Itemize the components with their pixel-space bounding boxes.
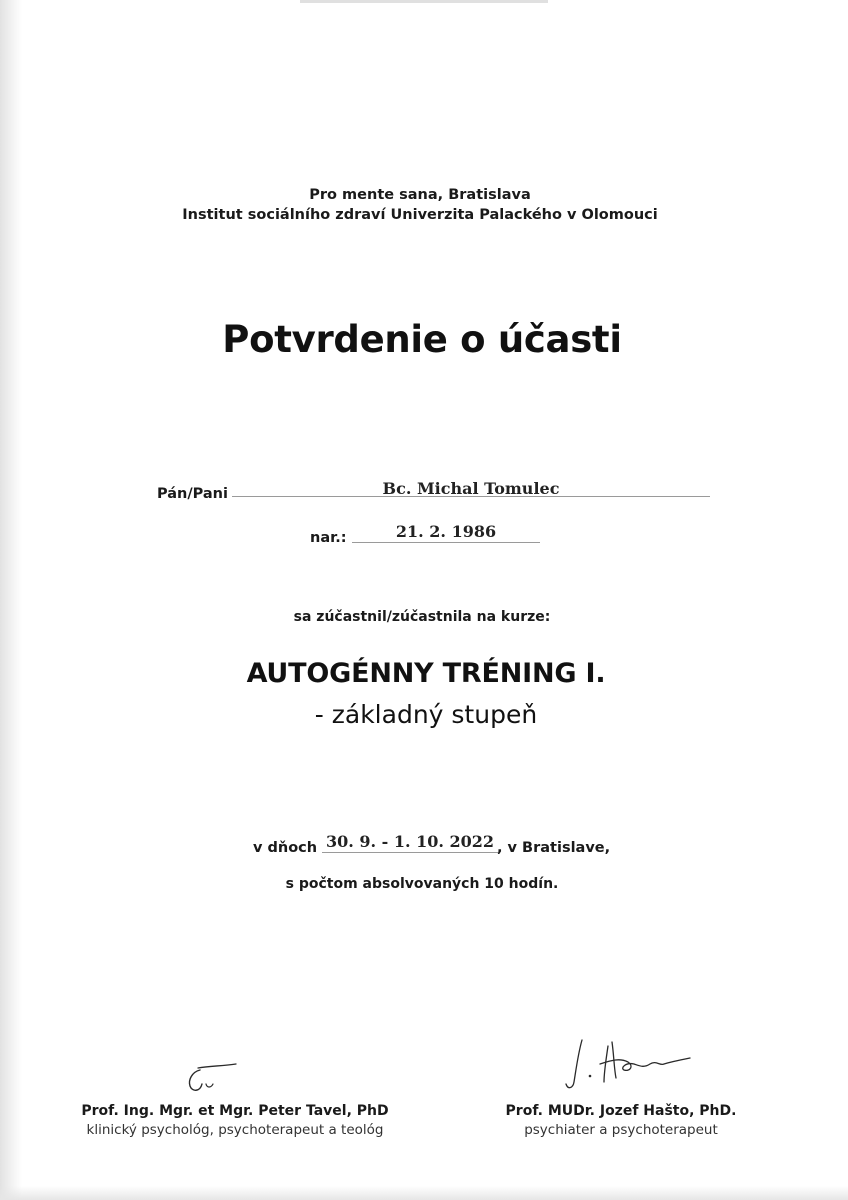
institution-line-1: Pro mente sana, Bratislava xyxy=(309,187,531,203)
signature-hasto xyxy=(560,1036,720,1096)
birth-date: 21. 2. 1986 xyxy=(395,522,497,541)
hours-text: s počtom absolvovaných 10 hodín. xyxy=(285,876,559,892)
signature-tavel xyxy=(182,1062,242,1096)
scan-shadow-bottom xyxy=(0,1186,848,1200)
signatory-name: Prof. Ing. Mgr. et Mgr. Peter Tavel, PhD xyxy=(81,1103,389,1119)
scan-shadow-left xyxy=(0,0,22,1200)
document-title: Potvrdenie o účasti xyxy=(222,318,622,361)
course-title: AUTOGÉNNY TRÉNING I. xyxy=(246,658,606,689)
scan-mark-top xyxy=(300,0,548,3)
participated-text: sa zúčastnil/zúčastnila na kurze: xyxy=(293,609,551,625)
name-label: Pán/Pani xyxy=(157,486,228,502)
signatory-hasto xyxy=(490,1103,752,1138)
signatory-tavel xyxy=(70,1103,400,1138)
birth-underline xyxy=(352,542,540,543)
dates-suffix: , v Bratislave, xyxy=(497,840,611,856)
signatory-role: klinický psychológ, psychoterapeut a teológ xyxy=(86,1122,384,1138)
dates-prefix: v dňoch xyxy=(253,840,318,856)
dates-underline xyxy=(322,852,498,853)
signatory-role: psychiater a psychoterapeut xyxy=(524,1122,718,1138)
institution-line-2: Institut sociálního zdraví Univerzita Palackého v Olomouci xyxy=(182,207,658,223)
course-subtitle: - základný stupeň xyxy=(314,700,538,729)
course-dates: 30. 9. - 1. 10. 2022 xyxy=(325,832,495,851)
birth-label: nar.: xyxy=(310,530,347,546)
participant-name: Bc. Michal Tomulec xyxy=(382,479,560,498)
signatory-name: Prof. MUDr. Jozef Hašto, PhD. xyxy=(505,1103,737,1119)
